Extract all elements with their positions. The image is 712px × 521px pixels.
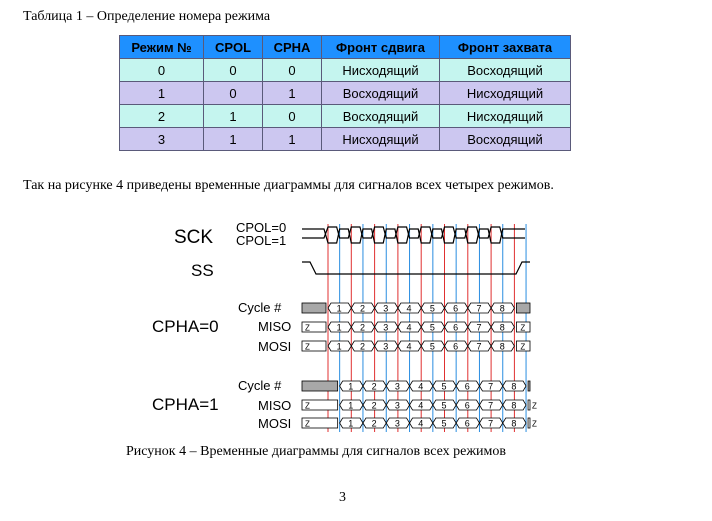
cycle-idle-block bbox=[516, 303, 530, 313]
hiz-block bbox=[528, 400, 530, 410]
cycle-cpha0-bit-number: 1 bbox=[336, 303, 342, 314]
cycle-idle-block bbox=[528, 381, 530, 391]
miso-cpha1-bit-number: 7 bbox=[488, 400, 494, 411]
cycle-cpha0-bit-number: 7 bbox=[476, 303, 482, 314]
header-capture-edge: Фронт захвата bbox=[440, 36, 571, 59]
table-cell: 3 bbox=[120, 128, 204, 151]
miso-cpha1-bit-number: 1 bbox=[348, 400, 354, 411]
mosi-cpha1-bit-number: 7 bbox=[488, 418, 494, 429]
cycle-cpha1-bit-number: 1 bbox=[348, 381, 354, 392]
cycle-idle-block bbox=[302, 303, 326, 313]
table-cell: 0 bbox=[120, 59, 204, 82]
table-cell: Нисходящий bbox=[440, 105, 571, 128]
miso-cpha0-bit-number: 8 bbox=[499, 322, 505, 333]
table-cell: Восходящий bbox=[440, 59, 571, 82]
cycle-label-cpha1: Cycle # bbox=[238, 378, 282, 393]
cycle-label-cpha0: Cycle # bbox=[238, 300, 282, 315]
cycle-cpha1-bit-number: 2 bbox=[371, 381, 377, 392]
cycle-cpha1-bit-number: 7 bbox=[488, 381, 494, 392]
cpha1-label: CPHA=1 bbox=[152, 395, 219, 414]
table-cell: Восходящий bbox=[322, 82, 440, 105]
table-cell: 0 bbox=[263, 59, 322, 82]
cycle-cpha0-bit-number: 6 bbox=[453, 303, 459, 314]
miso-cpha0-bit-number: 5 bbox=[429, 322, 435, 333]
miso-label-cpha1: MISO bbox=[258, 398, 292, 413]
table-cell: 1 bbox=[204, 105, 263, 128]
header-cpha: CPHA bbox=[263, 36, 322, 59]
hiz-text: Z bbox=[532, 419, 537, 429]
cpol0-label: CPOL=0 bbox=[236, 220, 287, 235]
miso-cpha1-bit-number: 3 bbox=[394, 400, 400, 411]
header-shift-edge: Фронт сдвига bbox=[322, 36, 440, 59]
mosi-cpha1-bit-number: 2 bbox=[371, 418, 377, 429]
miso-cpha1-bit-number: 4 bbox=[418, 400, 424, 411]
hiz-text: Z bbox=[532, 401, 537, 411]
table-cell: Восходящий bbox=[440, 128, 571, 151]
mosi-label-cpha1: MOSI bbox=[258, 416, 292, 431]
table-cell: Восходящий bbox=[322, 105, 440, 128]
mosi-cpha1-bit-number: 3 bbox=[394, 418, 400, 429]
sck-label: SCK bbox=[174, 227, 214, 248]
miso-cpha0-bit-number: 6 bbox=[453, 322, 459, 333]
mosi-cpha0-bit-number: 7 bbox=[476, 341, 482, 352]
table-caption: Таблица 1 – Определение номера режима bbox=[23, 9, 271, 24]
mosi-cpha1-bit-number: 5 bbox=[441, 418, 447, 429]
cycle-cpha0-bit-number: 5 bbox=[429, 303, 435, 314]
miso-cpha0-bit-number: 3 bbox=[383, 322, 389, 333]
cycle-cpha1-bit-number: 5 bbox=[441, 381, 447, 392]
hiz-text: Z bbox=[305, 342, 310, 352]
table-cell: 1 bbox=[263, 82, 322, 105]
body-paragraph: Так на рисунке 4 приведены временные диаграммы для сигналов всех четырех режимов. bbox=[23, 178, 554, 193]
mosi-cpha1-bit-number: 4 bbox=[418, 418, 424, 429]
hiz-text: Z bbox=[305, 323, 310, 333]
table-cell: Нисходящий bbox=[322, 128, 440, 151]
hiz-text: Z bbox=[520, 342, 526, 352]
ss-label: SS bbox=[191, 261, 214, 280]
mosi-cpha1-bit-number: 1 bbox=[348, 418, 354, 429]
mosi-cpha0-bit-number: 5 bbox=[429, 341, 435, 352]
cycle-cpha1-bit-number: 3 bbox=[394, 381, 400, 392]
mosi-label-cpha0: MOSI bbox=[258, 339, 292, 354]
mosi-cpha0-bit-number: 1 bbox=[336, 341, 342, 352]
mosi-cpha0-bit-number: 2 bbox=[359, 341, 365, 352]
miso-cpha0-bit-number: 7 bbox=[476, 322, 482, 333]
cpha0-label: CPHA=0 bbox=[152, 317, 219, 336]
cycle-cpha1-bit-number: 4 bbox=[418, 381, 424, 392]
table-cell: 1 bbox=[263, 128, 322, 151]
miso-label-cpha0: MISO bbox=[258, 319, 292, 334]
table-cell: 0 bbox=[204, 82, 263, 105]
cycle-cpha0-bit-number: 2 bbox=[359, 303, 365, 314]
hiz-text: Z bbox=[305, 419, 310, 429]
mosi-cpha0-bit-number: 8 bbox=[499, 341, 505, 352]
ss-waveform bbox=[302, 262, 530, 274]
figure-caption: Рисунок 4 – Временные диаграммы для сигналов всех режимов bbox=[126, 444, 506, 459]
hiz-text: Z bbox=[520, 323, 526, 333]
waveform-layer bbox=[302, 224, 537, 432]
table-cell: 1 bbox=[120, 82, 204, 105]
hiz-block bbox=[528, 418, 530, 428]
miso-cpha1-bit-number: 2 bbox=[371, 400, 377, 411]
miso-cpha1-bit-number: 5 bbox=[441, 400, 447, 411]
hiz-text: Z bbox=[305, 401, 310, 411]
mosi-cpha0-bit-number: 3 bbox=[383, 341, 389, 352]
miso-cpha0-bit-number: 2 bbox=[359, 322, 365, 333]
miso-cpha0-bit-number: 4 bbox=[406, 322, 412, 333]
table-cell: 0 bbox=[204, 59, 263, 82]
miso-cpha1-bit-number: 8 bbox=[511, 400, 517, 411]
page-number: 3 bbox=[339, 490, 346, 505]
mosi-cpha1-bit-number: 8 bbox=[511, 418, 517, 429]
cycle-cpha0-bit-number: 8 bbox=[499, 303, 505, 314]
table-cell: Нисходящий bbox=[322, 59, 440, 82]
mosi-cpha1-bit-number: 6 bbox=[464, 418, 470, 429]
cycle-cpha1-bit-number: 6 bbox=[464, 381, 470, 392]
header-mode: Режим № bbox=[120, 36, 204, 59]
cycle-cpha0-bit-number: 3 bbox=[383, 303, 389, 314]
mosi-cpha0-bit-number: 4 bbox=[406, 341, 412, 352]
miso-cpha0-bit-number: 1 bbox=[336, 322, 342, 333]
cpol1-label: CPOL=1 bbox=[236, 233, 287, 248]
cycle-cpha1-bit-number: 8 bbox=[511, 381, 517, 392]
table-cell: 0 bbox=[263, 105, 322, 128]
miso-cpha1-bit-number: 6 bbox=[464, 400, 470, 411]
table-cell: 2 bbox=[120, 105, 204, 128]
mosi-cpha0-bit-number: 6 bbox=[453, 341, 459, 352]
header-cpol: CPOL bbox=[204, 36, 263, 59]
table-cell: Нисходящий bbox=[440, 82, 571, 105]
cycle-cpha0-bit-number: 4 bbox=[406, 303, 412, 314]
table-cell: 1 bbox=[204, 128, 263, 151]
cycle-idle-block bbox=[302, 381, 338, 391]
